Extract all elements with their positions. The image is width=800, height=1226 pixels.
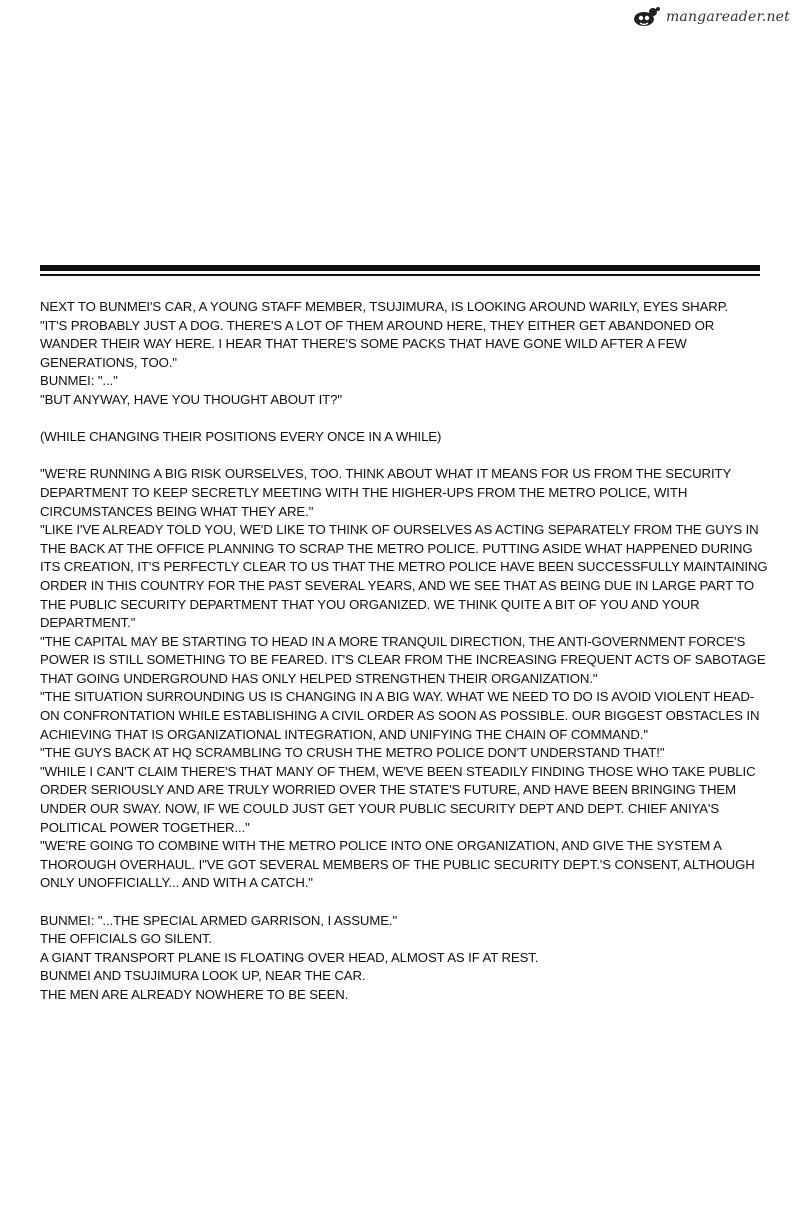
paragraph: BUNMEI: "..." (40, 373, 118, 389)
divider-thick (40, 265, 760, 271)
paragraph: BUNMEI AND TSUJIMURA LOOK UP, NEAR THE CAR. (40, 968, 366, 984)
paragraph-gap (40, 447, 770, 466)
paragraph-gap (40, 893, 770, 912)
paragraph: NEXT TO BUNMEI'S CAR, A YOUNG STAFF MEMBER, TSUJIMURA, IS LOOKING AROUND WARILY, EYES SHARP. (40, 299, 729, 314)
paragraph: "BUT ANYWAY, HAVE YOU THOUGHT ABOUT IT?" (40, 391, 342, 407)
paragraph: "WE'RE GOING TO COMBINE WITH THE METRO POLICE INTO ONE ORGANIZATION, AND GIVE THE SYSTEM A THOROUGH OVERHAUL. I"VE GOT SEVERAL MEMBERS OF THE PUBLIC SECURITY DEPT.'S CONSENT, ALTHOUGH ONLY UNOFFICIALLY... AND WITH A CATCH." (40, 838, 755, 891)
watermark-text: mangareader.net (665, 9, 790, 25)
translation-text (40, 298, 770, 1005)
paragraph: "WE'RE RUNNING A BIG RISK OURSELVES, TOO. THINK ABOUT WHAT IT MEANS FOR US FROM THE SECURITY DEPARTMENT TO KEEP SECRETLY MEETING WITH THE HIGHER-UPS FROM THE METRO POLICE, WITH CIRCUMSTANCES BEING WHAT THEY ARE." (40, 466, 731, 519)
paragraph: "WHILE I CAN'T CLAIM THERE'S THAT MANY OF THEM, WE'VE BEEN STEADILY FINDING THOSE WHO TAKE PUBLIC ORDER SERIOUSLY AND ARE TRULY WORRIED OVER THE STATE'S FUTURE, AND HAVE BEEN BRINGING THEM UNDER OUR SWAY. NOW, IF WE COULD JUST GET YOUR PUBLIC SECURITY DEPT AND DEPT. CHIEF ANIYA'S POLITICAL POWER TOGETHER..." (40, 763, 756, 835)
paragraph: "THE GUYS BACK AT HQ SCRAMBLING TO CRUSH THE METRO POLICE DON'T UNDERSTAND THAT!" (40, 745, 665, 761)
paragraph: (WHILE CHANGING THEIR POSITIONS EVERY ONCE IN A WHILE) (40, 429, 442, 445)
paragraph: "THE CAPITAL MAY BE STARTING TO HEAD IN A MORE TRANQUIL DIRECTION, THE ANTI-GOVERNMENT FORCE'S POWER IS STILL SOMETHING TO BE FEARED. IT'S CLEAR FROM THE INCREASING FREQUENT ACTS OF SABOTAGE THAT GOING UNDERGROUND HAS ONLY HELPED STRENGTHEN THEIR ORGANIZATION." (40, 633, 766, 686)
paragraph-gap (40, 410, 770, 429)
watermark (632, 6, 790, 28)
paragraph: "LIKE I'VE ALREADY TOLD YOU, WE'D LIKE TO THINK OF OURSELVES AS ACTING SEPARATELY FROM THE GUYS IN THE BACK AT THE OFFICE PLANNING TO SCRAP THE METRO POLICE. PUTTING ASIDE WHAT HAPPENED DURING ITS CREATION, IT'S PERFECTLY CLEAR TO US THAT THE METRO POLICE HAVE BEEN SUCCESSFULLY MAINTAINING ORDER IN THIS COUNTRY FOR THE PAST SEVERAL YEARS, AND WE SEE THAT AS BEING DUE IN LARGE PART TO THE PUBLIC SECURITY DEPARTMENT THAT YOU ORGANIZED. WE THINK QUITE A BIT OF YOU AND YOUR DEPARTMENT." (40, 522, 768, 631)
paragraph: "IT'S PROBABLY JUST A DOG. THERE'S A LOT OF THEM AROUND HERE, THEY EITHER GET ABANDONED OR WANDER THEIR WAY HERE. I HEAR THAT THERE'S SOME PACKS THAT HAVE GONE WILD AFTER A FEW GENERATIONS, TOO." (40, 317, 715, 370)
paragraph: A GIANT TRANSPORT PLANE IS FLOATING OVER HEAD, ALMOST AS IF AT REST. (40, 949, 539, 965)
paragraph: THE OFFICIALS GO SILENT. (40, 931, 212, 947)
paragraph: THE MEN ARE ALREADY NOWHERE TO BE SEEN. (40, 986, 349, 1002)
divider-thin (40, 274, 760, 276)
paragraph: "THE SITUATION SURROUNDING US IS CHANGING IN A BIG WAY. WHAT WE NEED TO DO IS AVOID VIOLENT HEAD-ON CONFRONTATION WHILE ESTABLISHING A CIVIL ORDER AS SOON AS POSSIBLE. OUR BIGGEST OBSTACLES IN ACHIEVING THAT IS ORGANIZATIONAL INTEGRATION, AND UNIFYING THE CHAIN OF COMMAND." (40, 689, 760, 742)
mascot-icon (632, 6, 662, 28)
paragraph: BUNMEI: "...THE SPECIAL ARMED GARRISON, I ASSUME." (40, 912, 398, 928)
